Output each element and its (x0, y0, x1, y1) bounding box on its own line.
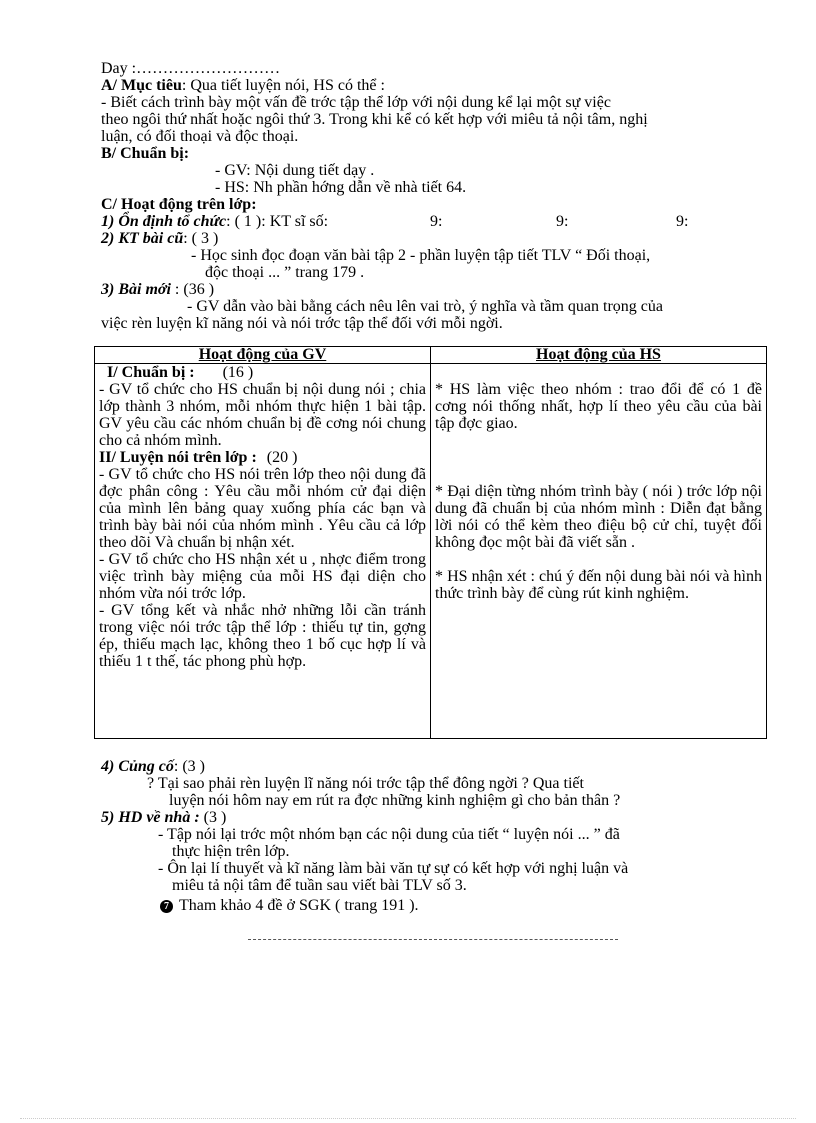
preparation-heading: B/ Chuẩn bị: (101, 145, 190, 162)
homework-text-3: - Ôn lại lí thuyết và kĩ năng làm bài văn tự sự có kết hợp với nghị luận và (158, 860, 629, 877)
activity-table (94, 346, 767, 739)
homework-label: 5) HD về nhà : (101, 809, 200, 826)
objectives-text-2: theo ngôi thứ nhất hoặc ngôi thứ 3. Trong khi kể có kết hợp với miêu tả nội tâm, nghị (101, 111, 648, 128)
step-3-label: 3) Bài mới (101, 281, 171, 298)
step-2-label: 2) KT bài cũ (101, 230, 184, 247)
step-1-text: : ( 1 ): KT sĩ số: (226, 213, 329, 230)
preparation-hs: - HS: Nh phần hớng dẫn về nhà tiết 64. (215, 179, 467, 196)
footer-dotted-line (20, 1118, 796, 1119)
hs-text-1: * HS làm việc theo nhóm : trao đổi để có 1 đề cơng nói thống nhất, hợp lí theo yêu cầu của bài tập đợc giao. (435, 381, 762, 432)
table-header-row (95, 347, 767, 364)
step-1-line (101, 213, 328, 230)
step-3-text-2: việc rèn luyện kĩ năng nói và nói trớc tập thể đối với mỗi ngời. (101, 315, 503, 332)
hs-column (431, 364, 767, 739)
gv-part-2-title: II/ Luyện nói trên lớp : (99, 449, 257, 466)
header-gv: Hoạt động của GV (95, 347, 431, 364)
step-2-text-2: độc thoại ... ” trang 179 . (205, 264, 365, 281)
homework-time: (3 ) (199, 809, 227, 826)
objectives-line (101, 77, 385, 94)
consolidation-text-2: luyện nói hôm nay em rút ra đợc những kinh nghiệm gì cho bản thân ? (169, 792, 621, 809)
step-3-time: : (36 ) (170, 281, 215, 298)
consolidation-line (101, 758, 205, 775)
gv-part-1-title: I/ Chuẩn bị : (107, 364, 195, 381)
preparation-gv: - GV: Nội dung tiết dạy . (215, 162, 375, 179)
table-row (95, 364, 767, 739)
gv-part-2-text-2: - GV tổ chức cho HS nhận xét u , nhợc điểm trong việc trình bày miệng của mỗi HS đại diện cho nhóm vừa nói trớc lớp. (99, 551, 426, 602)
objectives-text-1: - Biết cách trình bày một vấn đề trớc tập thể lớp với nội dung kể lại một sự việc (101, 94, 611, 111)
class-count-3: 9: (676, 213, 689, 230)
hs-text-2: * Đại diện từng nhóm trình bày ( nói ) trớc lớp nội dung đã chuẩn bị của nhóm mình : Diễn đạt bằng lời nói có thể kèm theo điệu bộ cử chỉ, tuyệt đối không đọc một bài đã viết sẵn . (435, 483, 762, 551)
gv-part-2-text-1: - GV tổ chức cho HS nói trên lớp theo nội dung đã đợc phân công : Yêu cầu mỗi nhóm cử đại diện của mình lên bảng quay xuống phía các bạn và trình bày bài nói của nhóm mình . Yêu cầu cả lớp theo dõi Và chuẩn bị nhận xét. (99, 466, 426, 551)
consolidation-label: 4) Củng cố (101, 758, 174, 775)
gv-column (95, 364, 431, 739)
step-2-line (101, 230, 218, 247)
homework-text-2: thực hiện trên lớp. (172, 843, 290, 860)
header-hs: Hoạt động của HS (431, 347, 767, 364)
day-line: Day :……………………… (101, 60, 281, 77)
gv-part-1-time: (16 ) (222, 364, 254, 381)
step-3-text-1: - GV dẫn vào bài bằng cách nêu lên vai trò, ý nghĩa và tầm quan trọng của (187, 298, 663, 315)
homework-line (101, 809, 226, 826)
gv-part-2-text-3: - GV tổng kết và nhắc nhở những lỗi cần tránh trong việc nói trớc tập thể lớp : thiếu tự tin, gợng ép, thiếu mạch lạc, không theo 1 bố cục hợp lí và thiếu 1 t thế, tác phong phù hợp. (99, 602, 426, 670)
objectives-intro: : Qua tiết luyện nói, HS có thể : (181, 77, 385, 94)
class-count-2: 9: (556, 213, 569, 230)
step-2-text-1: - Học sinh đọc đoạn văn bài tập 2 - phần luyện tập tiết TLV “ Đối thoại, (191, 247, 651, 264)
objectives-heading: A/ Mục tiêu (101, 77, 182, 94)
step-1-label: 1) Ổn định tổ chức (101, 213, 227, 230)
end-divider (248, 939, 618, 940)
homework-text-5: Tham khảo 4 đề ở SGK ( trang 191 ). (179, 897, 419, 914)
consolidation-text-1: ? Tại sao phải rèn luyện lĩ năng nói trớc tập thể đông ngời ? Qua tiết (147, 775, 584, 792)
gv-part-1-text: - GV tổ chức cho HS chuẩn bị nội dung nói ; chia lớp thành 3 nhóm, mỗi nhóm thực hiện 1 bài tập. GV yêu cầu các nhóm chuẩn bị đề cơng nói chung cho cả nhóm mình. (99, 381, 426, 449)
activities-heading: C/ Hoạt động trên lớp: (101, 196, 257, 213)
homework-reference (160, 897, 419, 914)
homework-text-4: miêu tả nội tâm để tuần sau viết bài TLV số 3. (172, 877, 467, 894)
step-2-time: : ( 3 ) (183, 230, 219, 247)
class-count-1: 9: (430, 213, 443, 230)
consolidation-time: : (3 ) (173, 758, 206, 775)
step-3-line (101, 281, 214, 298)
hs-text-3: * HS nhận xét : chú ý đến nội dung bài nói và hình thức trình bày để cùng rút kinh nghiệm. (435, 568, 762, 602)
numbered-bullet-icon: 7 (160, 900, 173, 913)
homework-text-1: - Tập nói lại trớc một nhóm bạn các nội dung của tiết “ luyện nói ... ” đã (158, 826, 620, 843)
objectives-text-3: luận, có đối thoại và độc thoại. (101, 128, 299, 145)
gv-part-2-time: (20 ) (266, 449, 298, 466)
